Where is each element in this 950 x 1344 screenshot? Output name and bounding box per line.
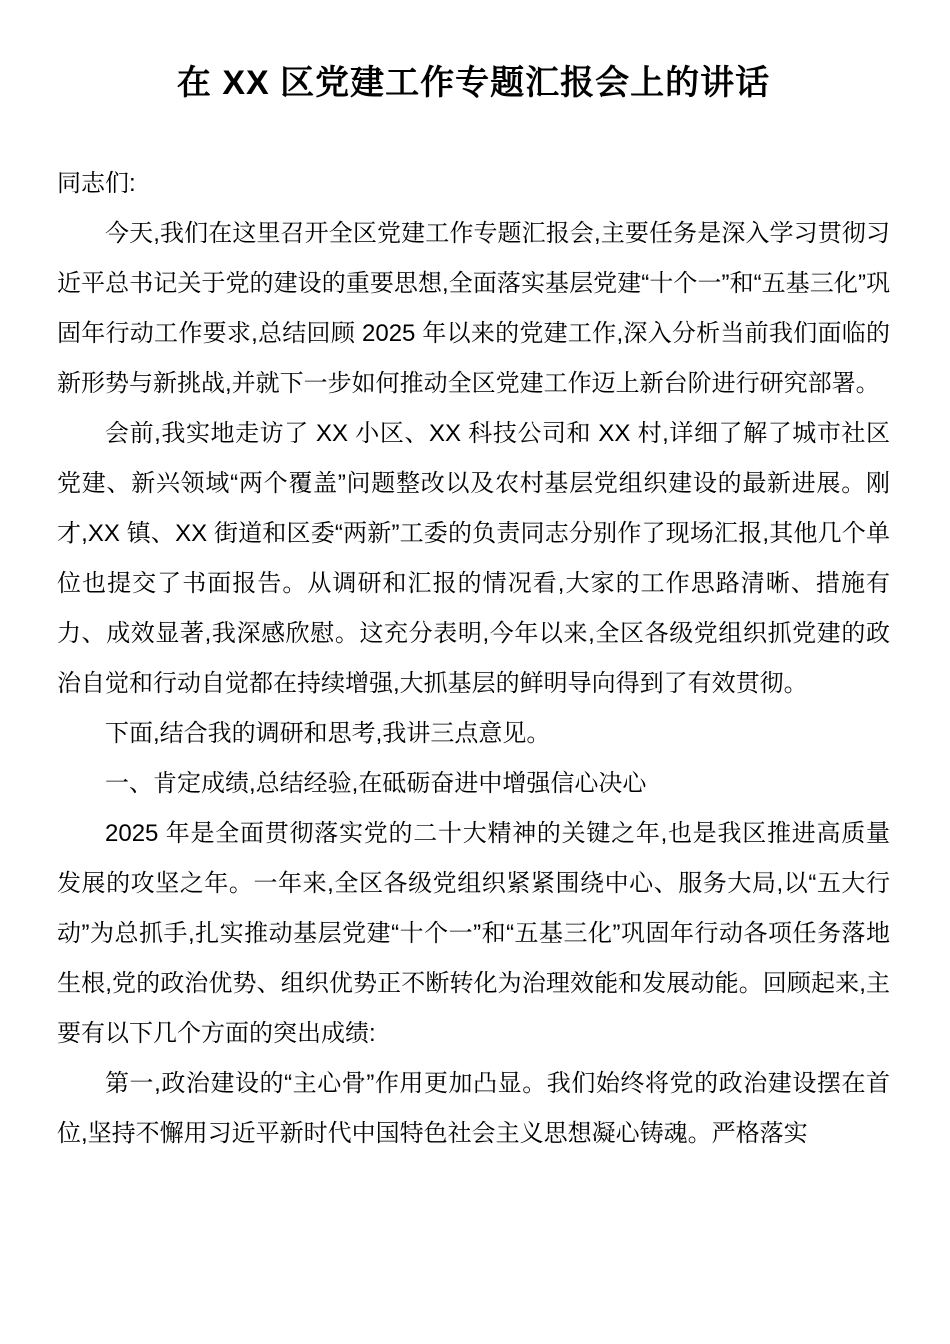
section-1-heading: 一、肯定成绩,总结经验,在砥砺奋进中增强信心决心: [105, 770, 647, 797]
intro-paragraph-2: 会前,我实地走访了 XX 小区、XX 科技公司和 XX 村,详细了解了城市社区党建、新兴领域“两个覆盖”问题整改以及农村基层党组织建设的最新进展。刚才,XX 镇、XX 街道和区委“两新”工委的负责同志分别作了现场汇报,其他几个单位也提交了书面报告。从调研和汇报的情况看,大家的工作思路清晰、措施有力、成效显著,我深感欣慰。这充分表明,今年以来,全区各级党组织抓党建的政治自觉和行动自觉都在持续增强,大抓基层的鲜明导向得到了有效贯彻。: [57, 420, 890, 697]
intro-paragraph-3: 下面,结合我的调研和思考,我讲三点意见。: [105, 720, 551, 747]
section-1-paragraph-1: 2025 年是全面贯彻落实党的二十大精神的关键之年,也是我区推进高质量发展的攻坚之年。一年来,全区各级党组织紧紧围绕中心、服务大局,以“五大行动”为总抓手,扎实推动基层党建“十个一”和“五基三化”巩固年行动各项任务落地生根,党的政治优势、组织优势正不断转化为治理效能和发展动能。回顾起来,主要有以下几个方面的突出成绩:: [57, 820, 890, 1047]
salutation: 同志们:: [57, 170, 136, 197]
intro-paragraph-1: 今天,我们在这里召开全区党建工作专题汇报会,主要任务是深入学习贯彻习近平总书记关于党的建设的重要思想,全面落实基层党建“十个一”和“五基三化”巩固年行动工作要求,总结回顾 2025 年以来的党建工作,深入分析当前我们面临的新形势与新挑战,并就下一步如何推动全区党建工作迈上新台阶进行研究部署。: [57, 220, 890, 397]
document-title: 在 XX 区党建工作专题汇报会上的讲话: [176, 64, 771, 102]
document-body: [57, 159, 890, 1159]
section-1-paragraph-2: 第一,政治建设的“主心骨”作用更加凸显。我们始终将党的政治建设摆在首位,坚持不懈用习近平新时代中国特色社会主义思想凝心铸魂。严格落实: [57, 1070, 890, 1147]
